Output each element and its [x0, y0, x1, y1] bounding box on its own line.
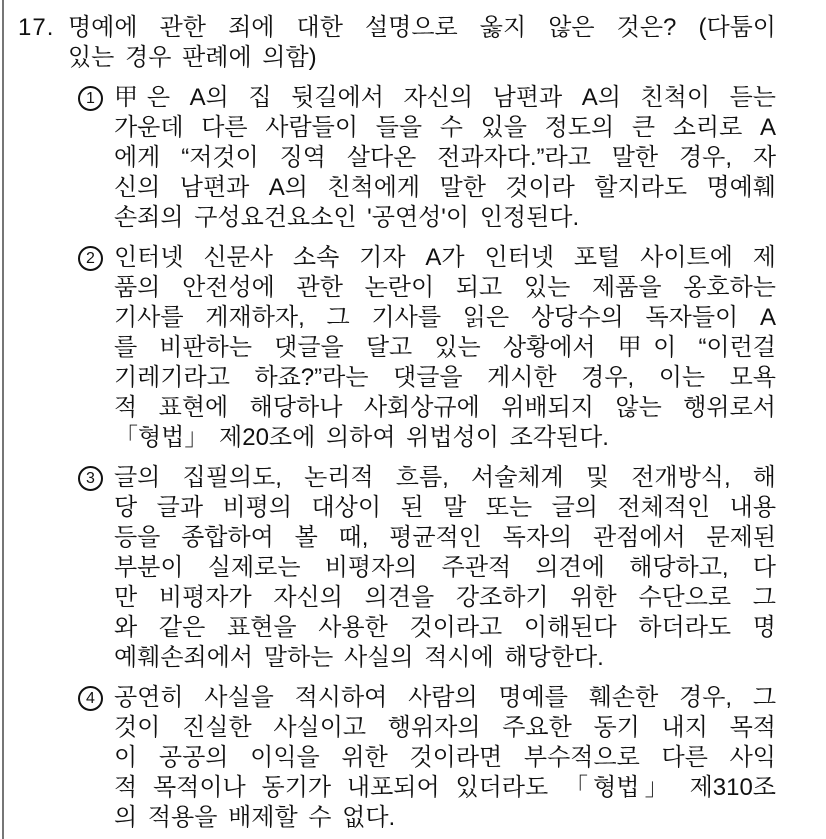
option-3-line-4: 부분이 실제로는 비평자의 주관적 의견에 해당하고, 다: [114, 554, 776, 581]
option-2-circled-number-marker: 2: [78, 246, 103, 271]
option-4-text: [114, 683, 776, 833]
option-3-line-3: 등을 종합하여 볼 때, 평균적인 독자의 관점에서 문제된: [114, 524, 776, 551]
option-3-circled-number-marker: 3: [78, 466, 103, 491]
option-2-line-7: 「형법」 제20조에 의하여 위법성이 조각된다.: [114, 424, 609, 451]
page-left-border: [2, 0, 4, 839]
option-1: [78, 83, 776, 233]
option-1-line-1: 甲은 A의 집 뒷길에서 자신의 남편과 A의 친척이 듣는: [114, 84, 776, 111]
question-stem-line-2: 있는 경우 판례에 의함): [68, 44, 317, 71]
question-number: 17.: [18, 14, 55, 41]
option-2-line-4: 를 비판하는 댓글을 달고 있는 상황에서 甲이 “이런걸: [114, 334, 776, 361]
option-3-line-7: 예훼손죄에서 말하는 사실의 적시에 해당한다.: [114, 644, 604, 671]
option-1-circled-number-marker: 1: [78, 86, 103, 111]
option-1-line-5: 손죄의 구성요건요소인 '공연성'이 인정된다.: [114, 204, 580, 231]
option-3-line-6: 와 같은 표현을 사용한 것이라고 이해된다 하더라도 명: [114, 614, 776, 641]
option-2-line-2: 품의 안전성에 관한 논란이 되고 있는 제품을 옹호하는: [114, 274, 776, 301]
option-4-line-2: 것이 진실한 사실이고 행위자의 주요한 동기 내지 목적: [114, 714, 776, 741]
option-3-line-2: 당 글과 비평의 대상이 된 말 또는 글의 전체적인 내용: [114, 494, 776, 521]
option-4-line-5: 의 적용을 배제할 수 없다.: [114, 804, 396, 831]
question-header: [18, 13, 776, 73]
option-2-line-6: 적 표현에 해당하나 사회상규에 위배되지 않는 행위로서: [114, 394, 776, 421]
option-1-text: [114, 83, 776, 233]
option-3-text: [114, 463, 776, 673]
option-4: [78, 683, 776, 833]
option-3: [78, 463, 776, 673]
option-1-line-3: 에게 “저것이 징역 살다온 전과자다.”라고 말한 경우, 자: [114, 144, 776, 171]
option-1-line-2: 가운데 다른 사람들이 들을 수 있을 정도의 큰 소리로 A: [114, 114, 776, 141]
option-4-line-4: 적 목적이나 동기가 내포되어 있더라도 「형법」 제310조: [114, 774, 776, 801]
option-2-text: [114, 243, 776, 453]
option-3-line-5: 만 비평자가 자신의 의견을 강조하기 위한 수단으로 그: [114, 584, 776, 611]
option-2: [78, 243, 776, 453]
option-4-circled-number-marker: 4: [78, 686, 103, 711]
options-list: [18, 83, 776, 833]
option-2-line-5: 기레기라고 하죠?”라는 댓글을 게시한 경우, 이는 모욕: [114, 364, 776, 391]
question-stem: [68, 13, 776, 73]
option-1-line-4: 신의 남편과 A의 친척에게 말한 것이라 할지라도 명예훼: [114, 174, 776, 201]
option-4-line-1: 공연히 사실을 적시하여 사람의 명예를 훼손한 경우, 그: [114, 684, 776, 711]
option-2-line-1: 인터넷 신문사 소속 기자 A가 인터넷 포털 사이트에 제: [114, 244, 776, 271]
option-3-line-1: 글의 집필의도, 논리적 흐름, 서술체계 및 전개방식, 해: [114, 464, 776, 491]
option-2-line-3: 기사를 게재하자, 그 기사를 읽은 상당수의 독자들이 A: [114, 304, 776, 331]
question-stem-line-1: 명예에 관한 죄에 대한 설명으로 옳지 않은 것은? (다툼이: [68, 14, 776, 41]
option-4-line-3: 이 공공의 이익을 위한 것이라면 부수적으로 다른 사익: [114, 744, 776, 771]
